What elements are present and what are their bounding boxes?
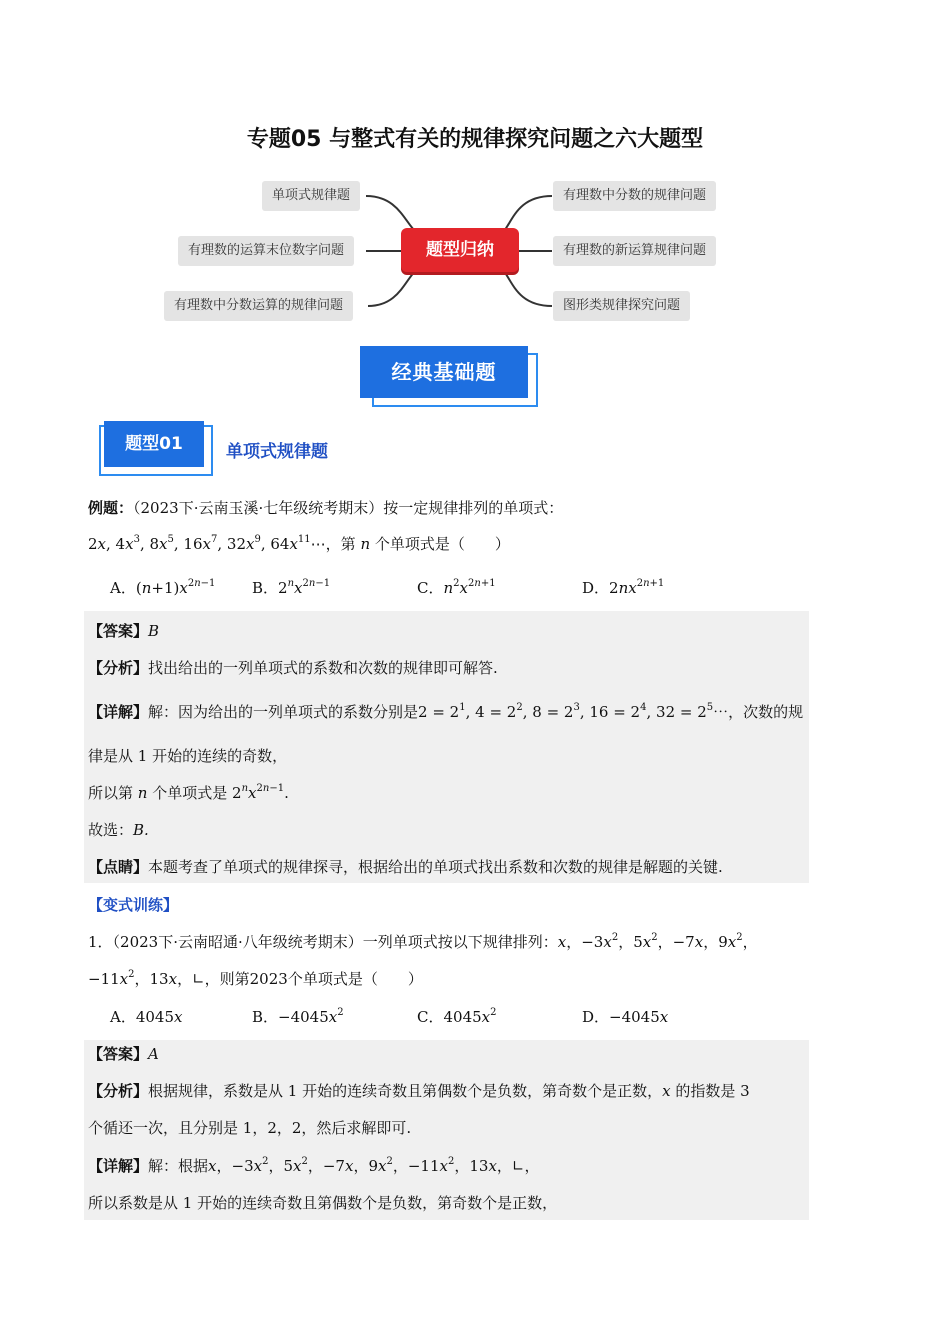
option-d: D．$2nx^{2n+1}$ [582,578,665,597]
variant-detail-2: 所以系数是从 1 开始的连续奇数且第偶数个是负数，第奇数个是正数， [88,1194,558,1212]
variant-q1-line2: $-11x^2$，13x，∟，则第2023个单项式是（ ） [88,969,423,988]
section-title: 单项式规律题 [226,442,328,462]
monomial-sequence: 2x, $4x^3$, $8x^5$, $16x^7$, $32x^9$, $64x^{11}\cdots$ [88,534,326,553]
example-source-line: 例题：（2023下·云南玉溪·七年级统考期末）按一定规律排列的单项式： [88,499,564,517]
variant-analysis-2: 个循还一次，且分别是 1，2，2，然后求解即可. [88,1119,412,1137]
mindmap-item-graphic-pattern: 图形类规律探究问题 [553,291,690,321]
option-c: C．$n^2x^{2n+1}$ [417,578,496,597]
mindmap-connectors [0,0,950,340]
example-analysis: 【分析】找出给出的一列单项式的系数和次数的规律即可解答. [88,659,498,677]
example-options [110,577,810,601]
mindmap-item-monomial: 单项式规律题 [262,181,360,211]
mindmap-item-new-operation: 有理数的新运算规律问题 [553,236,716,266]
example-question-line: 2x, $4x^3$, $8x^5$, $16x^7$, $32x^9$, $64x^{11}\cdots$，第 n 个单项式是（ ） [88,534,510,553]
mindmap-item-fraction-pattern: 有理数中分数的规律问题 [553,181,716,211]
example-choose: 故选：B. [88,821,149,839]
variant-option-b: B．$-4045x^2$ [252,1007,344,1026]
example-detail-2: 律是从 1 开始的连续的奇数， [88,747,288,765]
variant-option-d: D．−4045x [582,1008,669,1026]
section-banner: 经典基础题 [360,346,528,398]
mindmap-item-last-digit: 有理数的运算末位数字问题 [178,236,354,266]
mindmap-item-fraction-operation: 有理数中分数运算的规律问题 [164,291,353,321]
variant-option-a: A．4045x [110,1008,183,1026]
section-tag: 题型01 [104,421,204,467]
example-detail-1: 【详解】解：因为给出的一列单项式的系数分别是$2 = 2^1$, $4 = 2^2$, $8 = 2^3$, $16 = 2^4$, $32 = 2^5\cdots$，次数的规 [88,702,804,721]
variant-option-c: C．$4045x^2$ [417,1007,497,1026]
option-a: A．$(n+1)x^{2n-1}$ [110,578,216,597]
option-b: B．$2^nx^{2n-1}$ [252,578,331,597]
example-detail-3: 所以第 n 个单项式是 $2^nx^{2n-1}$. [88,783,289,802]
variant-answer: 【答案】A [88,1045,159,1063]
variant-label: 【变式训练】 [88,896,179,914]
variant-q1-line1: 1．（2023下·云南昭通·八年级统考期末）一列单项式按以下规律排列：x，$-3x^2$，$5x^2$，−7x，$9x^2$， [88,932,758,951]
example-answer: 【答案】B [88,622,160,640]
page-title: 专题05 与整式有关的规律探究问题之六大题型 [246,127,704,152]
variant-detail-1: 【详解】解：根据x，$-3x^2$，$5x^2$，−7x，$9x^2$，$-11x^2$，13x，∟， [88,1156,540,1175]
variant-analysis-1: 【分析】根据规律，系数是从 1 开始的连续奇数且第偶数个是负数，第奇数个是正数，x 的指数是 3 [88,1082,750,1100]
example-comment: 【点睛】本题考查了单项式的规律探寻，根据给出的单项式找出系数和次数的规律是解题的关键. [88,858,723,876]
mindmap-center: 题型归纳 [401,228,519,272]
variant-options [110,1006,810,1030]
